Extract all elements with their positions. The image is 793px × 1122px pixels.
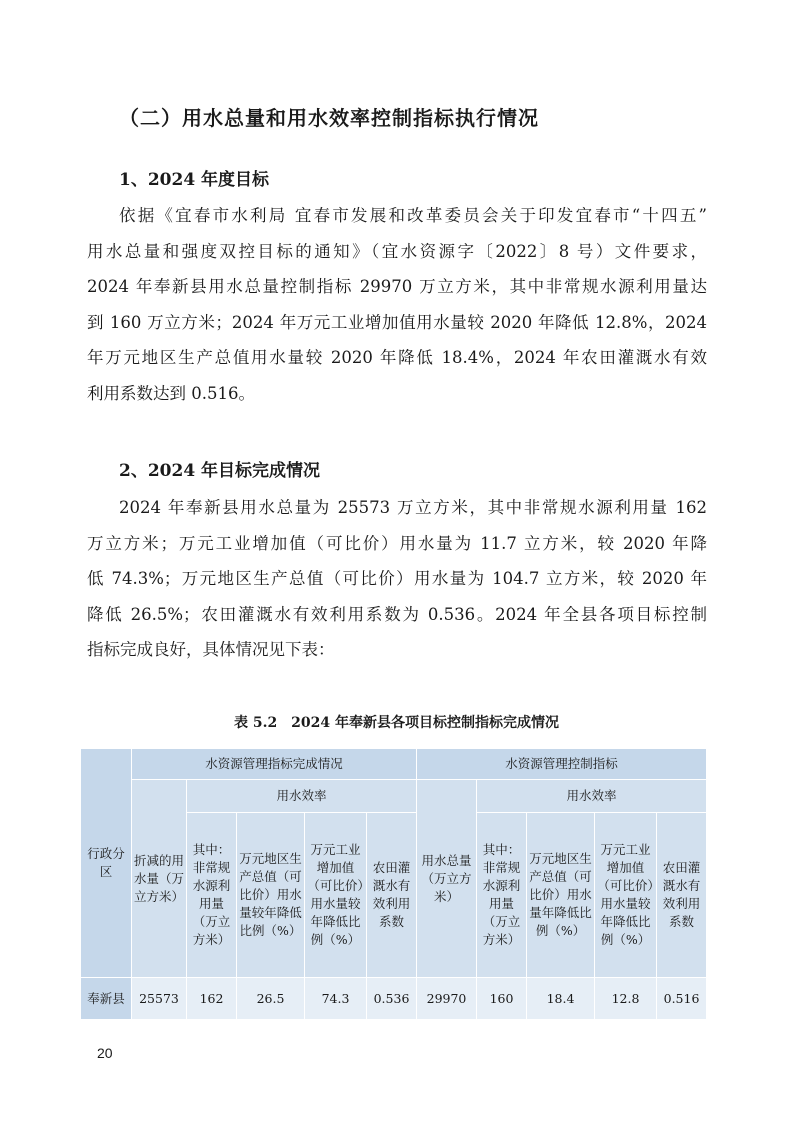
text-line: 年万元地区生产总值用水量较 2020 年降低 18.4%，2024 年农田灌溉水有效: [87, 348, 707, 367]
text-line: 2024 年奉新县用水总量控制指标 29970 万立方米，其中非常规水源利用量达: [87, 277, 707, 296]
group-header-completion: 水资源管理指标完成情况: [132, 749, 417, 780]
column-header: 万元工业增加值（可比价）用水量较年降低比例（%）: [305, 813, 367, 978]
paragraph-targets: [87, 198, 707, 411]
subsection-title-targets: 1、2024 年度目标: [119, 170, 270, 190]
table-cell: 29970: [417, 978, 477, 1020]
column-header: 农田灌溉水有效利用系数: [657, 813, 707, 978]
table-row: [81, 978, 707, 1020]
column-header: 万元工业增加值（可比价）用水量较年降低比例（%）: [595, 813, 657, 978]
paragraph-completion: [87, 490, 707, 668]
region-cell: 奉新县: [81, 978, 132, 1020]
text-line: 低 74.3%；万元地区生产总值（可比价）用水量为 104.7 立方米，较 2020 年: [87, 569, 707, 588]
text-line: 万立方米；万元工业增加值（可比价）用水量为 11.7 立方米，较 2020 年降: [87, 533, 707, 553]
table-cell: 12.8: [595, 978, 657, 1020]
column-header: 其中：非常规水源利用量（万立方米）: [477, 813, 527, 978]
group-header-control: 水资源管理控制指标: [417, 749, 707, 780]
table-cell: 25573: [132, 978, 187, 1020]
table-cell: 18.4: [527, 978, 595, 1020]
text-line: 指标完成良好，具体情况见下表：: [87, 640, 335, 659]
table-cell: 162: [187, 978, 237, 1020]
table-cell: 0.536: [367, 978, 417, 1020]
table-caption: 表 5.2 2024 年奉新县各项目标控制指标完成情况: [233, 715, 560, 731]
text-line: 利用系数达到 0.516。: [87, 383, 255, 403]
text-line: 用水总量和强度双控目标的通知》（宜水资源字〔2022〕8 号）文件要求，: [87, 241, 707, 261]
column-header: 用水总量（万立方米）: [417, 780, 477, 978]
page-number: 20: [97, 1045, 113, 1061]
targets-table: [80, 748, 707, 1020]
table-cell: 160: [477, 978, 527, 1020]
text-line: 到 160 万立方米；2024 年万元工业增加值用水量较 2020 年降低 12.8%，2024: [87, 312, 707, 332]
efficiency-header: 用水效率: [187, 780, 417, 813]
text-line: 降低 26.5%；农田灌溉水有效利用系数为 0.536。2024 年全县各项目标控制: [87, 604, 707, 624]
table-cell: 0.516: [657, 978, 707, 1020]
section-title: （二）用水总量和用水效率控制指标执行情况: [119, 106, 539, 130]
column-header: 折减的用水量（万立方米）: [132, 780, 187, 978]
text-line: 依据《宜春市水利局 宜春市发展和改革委员会关于印发宜春市“十四五”: [119, 206, 707, 225]
column-header: 其中：非常规水源利用量（万立方米）: [187, 813, 237, 978]
table-cell: 26.5: [237, 978, 305, 1020]
subsection-title-completion: 2、2024 年目标完成情况: [119, 461, 321, 481]
column-header: 万元地区生产总值（可比价）用水量年降低比例（%）: [527, 813, 595, 978]
efficiency-header: 用水效率: [477, 780, 707, 813]
table-cell: 74.3: [305, 978, 367, 1020]
column-header: 万元地区生产总值（可比价）用水量较年降低比例（%）: [237, 813, 305, 978]
column-header: 农田灌溉水有效利用系数: [367, 813, 417, 978]
region-header: 行政分区: [81, 749, 132, 978]
text-line: 2024 年奉新县用水总量为 25573 万立方米，其中非常规水源利用量 162: [119, 498, 707, 517]
